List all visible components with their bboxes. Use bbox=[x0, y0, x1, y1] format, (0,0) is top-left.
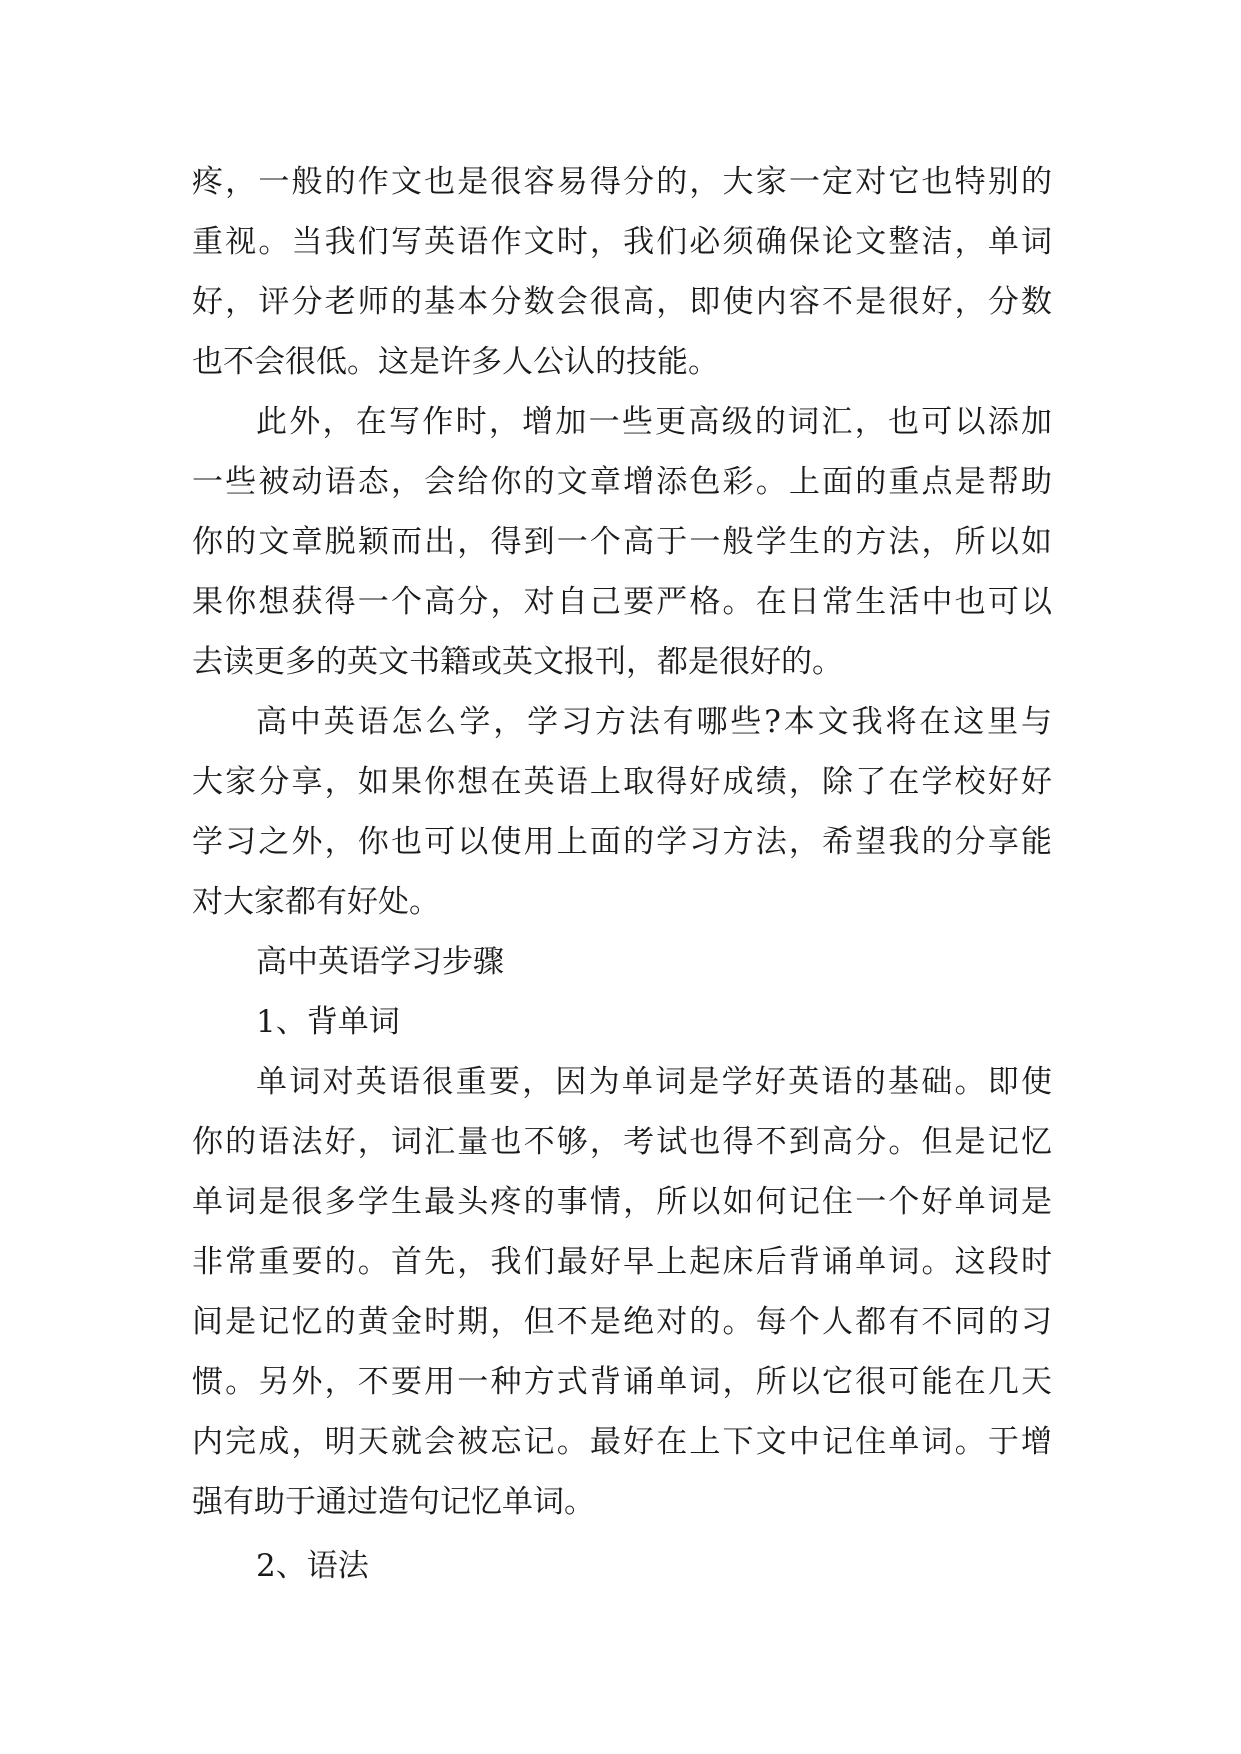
paragraph-line: 强有助于通过造句记忆单词。 bbox=[192, 1484, 595, 1520]
subsection-heading: 2、语法 bbox=[256, 1548, 369, 1584]
paragraph-line: 高中英语怎么学，学习方法有哪些?本文我将在这里与 bbox=[256, 704, 1052, 740]
paragraph-line: 内完成，明天就会被忘记。最好在上下文中记住单词。于增 bbox=[192, 1424, 1052, 1460]
subsection-heading: 1、背单词 bbox=[256, 1004, 400, 1040]
paragraph-line: 间是记忆的黄金时期，但不是绝对的。每个人都有不同的习 bbox=[192, 1304, 1052, 1340]
paragraph-line: 也不会很低。这是许多人公认的技能。 bbox=[192, 344, 719, 380]
paragraph-line: 你的语法好，词汇量也不够，考试也得不到高分。但是记忆 bbox=[192, 1124, 1052, 1160]
paragraph-line: 一些被动语态，会给你的文章增添色彩。上面的重点是帮助 bbox=[192, 464, 1052, 500]
paragraph-line: 对大家都有好处。 bbox=[192, 884, 440, 920]
paragraph-line: 单词对英语很重要，因为单词是学好英语的基础。即使 bbox=[256, 1064, 1052, 1100]
paragraph-line: 单词是很多学生最头疼的事情，所以如何记住一个好单词是 bbox=[192, 1184, 1052, 1220]
paragraph-line: 你的文章脱颖而出，得到一个高于一般学生的方法，所以如 bbox=[192, 524, 1052, 560]
paragraph-line: 此外，在写作时，增加一些更高级的词汇，也可以添加 bbox=[256, 404, 1052, 440]
paragraph-line: 大家分享，如果你想在英语上取得好成绩，除了在学校好好 bbox=[192, 764, 1052, 800]
paragraph-line: 非常重要的。首先，我们最好早上起床后背诵单词。这段时 bbox=[192, 1244, 1052, 1280]
paragraph-line: 疼，一般的作文也是很容易得分的，大家一定对它也特别的 bbox=[192, 164, 1052, 200]
paragraph-line: 去读更多的英文书籍或英文报刊，都是很好的。 bbox=[192, 644, 843, 680]
paragraph-line: 学习之外，你也可以使用上面的学习方法，希望我的分享能 bbox=[192, 824, 1052, 860]
paragraph-line: 重视。当我们写英语作文时，我们必须确保论文整洁，单词 bbox=[192, 224, 1052, 260]
paragraph-line: 好，评分老师的基本分数会很高，即使内容不是很好，分数 bbox=[192, 284, 1052, 320]
paragraph-line: 果你想获得一个高分，对自己要严格。在日常生活中也可以 bbox=[192, 584, 1052, 620]
paragraph-line: 惯。另外，不要用一种方式背诵单词，所以它很可能在几天 bbox=[192, 1364, 1052, 1400]
section-heading: 高中英语学习步骤 bbox=[256, 944, 504, 980]
